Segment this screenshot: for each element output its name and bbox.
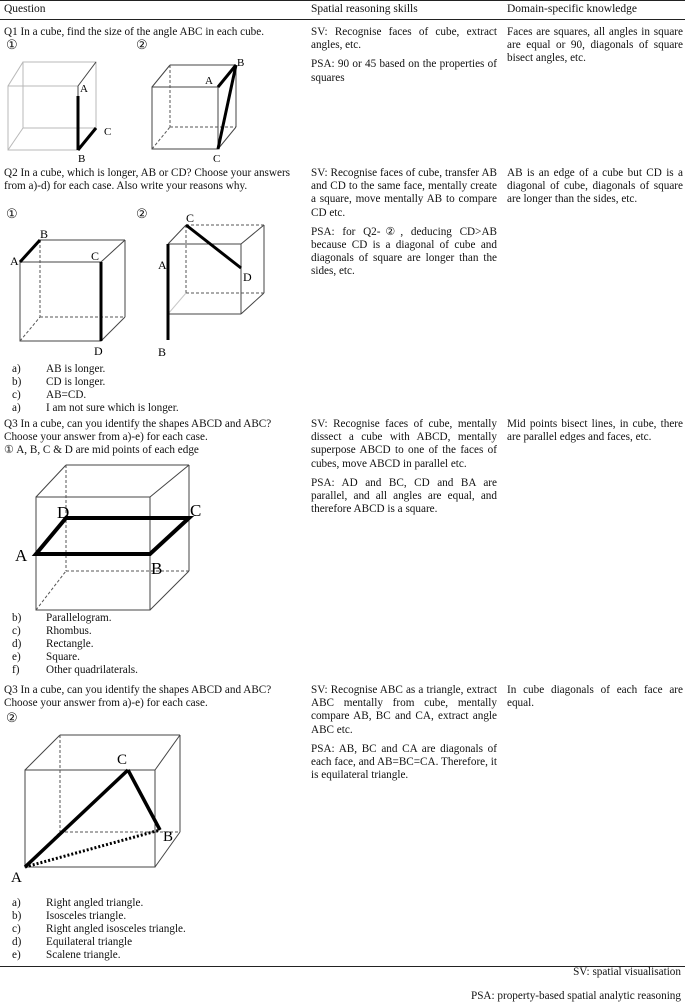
q2-option-4: a) I am not sure which is longer. [12,402,179,415]
q3b-sv: SV: Recognise ABC as a triangle, extract ABC mentally from cube, mentally compare AB, BC and CA, extract angle ABC etc. [311,684,497,736]
q2-fig1-label-d: D [94,344,103,358]
q2-text: Q2 In a cube, which is longer, AB or CD? Choose your answers from a)-d) for each case. Also write your reasons why. [4,167,291,193]
q3a-option-4: e) Square. [12,651,80,664]
q3a-label-d: D [57,503,70,522]
header-question: Question [4,3,46,15]
header-knowledge: Domain-specific knowledge [507,3,637,15]
q2-fig2-label-c: C [186,211,195,225]
q1-fig1-label-c: C [104,126,112,138]
q3a-sv: SV: Recognise faces of cube, mentally dissect a cube with ABCD, mentally superpose ABCD to one of the faces of cubes, move ABCD in parallel etc. [311,418,497,470]
q1-fig2-label-a: A [205,75,213,87]
q3b-option-2: b) Isosceles triangle. [12,910,127,923]
q1-psa: PSA: 90 or 45 based on the properties of squares [311,58,497,84]
q2-fig1-label-b: B [40,227,49,241]
q2-fig2-label-a: A [158,258,167,272]
q2-option-3: c) AB=CD. [12,389,87,402]
q3b-knowledge: In cube diagonals of each face are equal. [507,684,683,710]
q3b-text: Q3 In a cube, can you identify the shapes ABCD and ABC? Choose your answer from a)-e) for each case. [4,684,272,710]
q3b-psa: PSA: AB, BC and CA are diagonals of each face, and AB=BC=CA. Therefore, it is equilateral triangle. [311,742,497,782]
q1-fig1-label-b: B [78,153,86,165]
q3a-option-2: c) Rhombus. [12,625,92,638]
q3a-psa: PSA: AD and BC, CD and BA are parallel, and all angles are equal, and therefore ABCD is a square. [311,476,497,516]
q3b-option-4: d) Equilateral triangle [12,936,133,949]
legend-psa: PSA: property-based spatial analytic reasoning [470,990,681,1002]
q1-fig1-label-a: A [80,83,88,95]
q3b-label-b: B [163,829,174,845]
q2-option-2: b) CD is longer. [12,376,106,389]
q3a-label-b: B [151,559,163,578]
q3a-option-1: b) Parallelogram. [12,612,112,624]
q3b-option-1: a) Right angled triangle. [12,897,144,909]
q3a-option-5: f) Other quadrilaterals. [12,664,138,677]
legend-sv: SV: spatial visualisation [573,966,681,978]
q1-text: Q1 In a cube, find the size of the angle ABC in each cube. [4,26,265,38]
q1-fig2-label-c: C [213,153,221,165]
q3b-knowledge-cell [507,684,683,716]
q3a-subtext: ① A, B, C & D are mid points of each edge [4,444,199,457]
q2-number-1: ① [6,206,18,221]
q3b-label-a: A [11,870,22,886]
q3b-option-5: e) Scalene triangle. [12,949,121,962]
q2-option-1: a) AB is longer. [12,363,106,375]
q2-knowledge: AB is an edge of a cube but CD is a diagonal of cube, diagonals of square are longer than the sides, etc. [507,167,683,206]
q3b-options [12,897,186,962]
q3b-label-c: C [117,752,128,768]
q1-knowledge: Faces are squares, all angles in square are equal or 90, diagonals of square bisect angles, etc. [507,26,683,65]
q3a-text: Q3 In a cube, can you identify the shapes ABCD and ABC? Choose your answer from a)-e) for each case. [4,418,272,444]
q3a-label-c: C [190,501,202,520]
q3a-option-3: d) Rectangle. [12,638,94,651]
q2-fig1-label-c: C [91,249,100,263]
header-skills: Spatial reasoning skills [311,3,418,15]
q3b-number: ② [6,710,18,725]
q2-number-2: ② [136,206,148,221]
q1-number-2: ② [136,37,148,52]
q3b-option-3: c) Right angled isosceles triangle. [12,923,186,936]
q1-fig2-label-b: B [237,57,245,69]
q2-fig2-label-d: D [243,270,252,284]
q2-fig2-label-b: B [158,345,167,359]
q1-number-1: ① [6,37,18,52]
q3b-skills-cell [311,684,497,788]
q2-sv: SV: Recognise faces of cube, transfer AB and CD to the same face, mentally create a square, move mentally AB to compare CD etc. [311,167,497,219]
q3a-knowledge: Mid points bisect lines, in cube, there are parallel edges and faces, etc. [507,418,683,444]
q1-sv: SV: Recognise faces of cube, extract angles, etc. [311,26,497,52]
q3a-label-a: A [15,546,28,565]
q2-psa: PSA: for Q2-②, deducing CD>AB because CD is a diagonal of cube and diagonals of square are longer than the sides, etc. [311,225,497,278]
q2-fig1-label-a: A [10,254,19,268]
